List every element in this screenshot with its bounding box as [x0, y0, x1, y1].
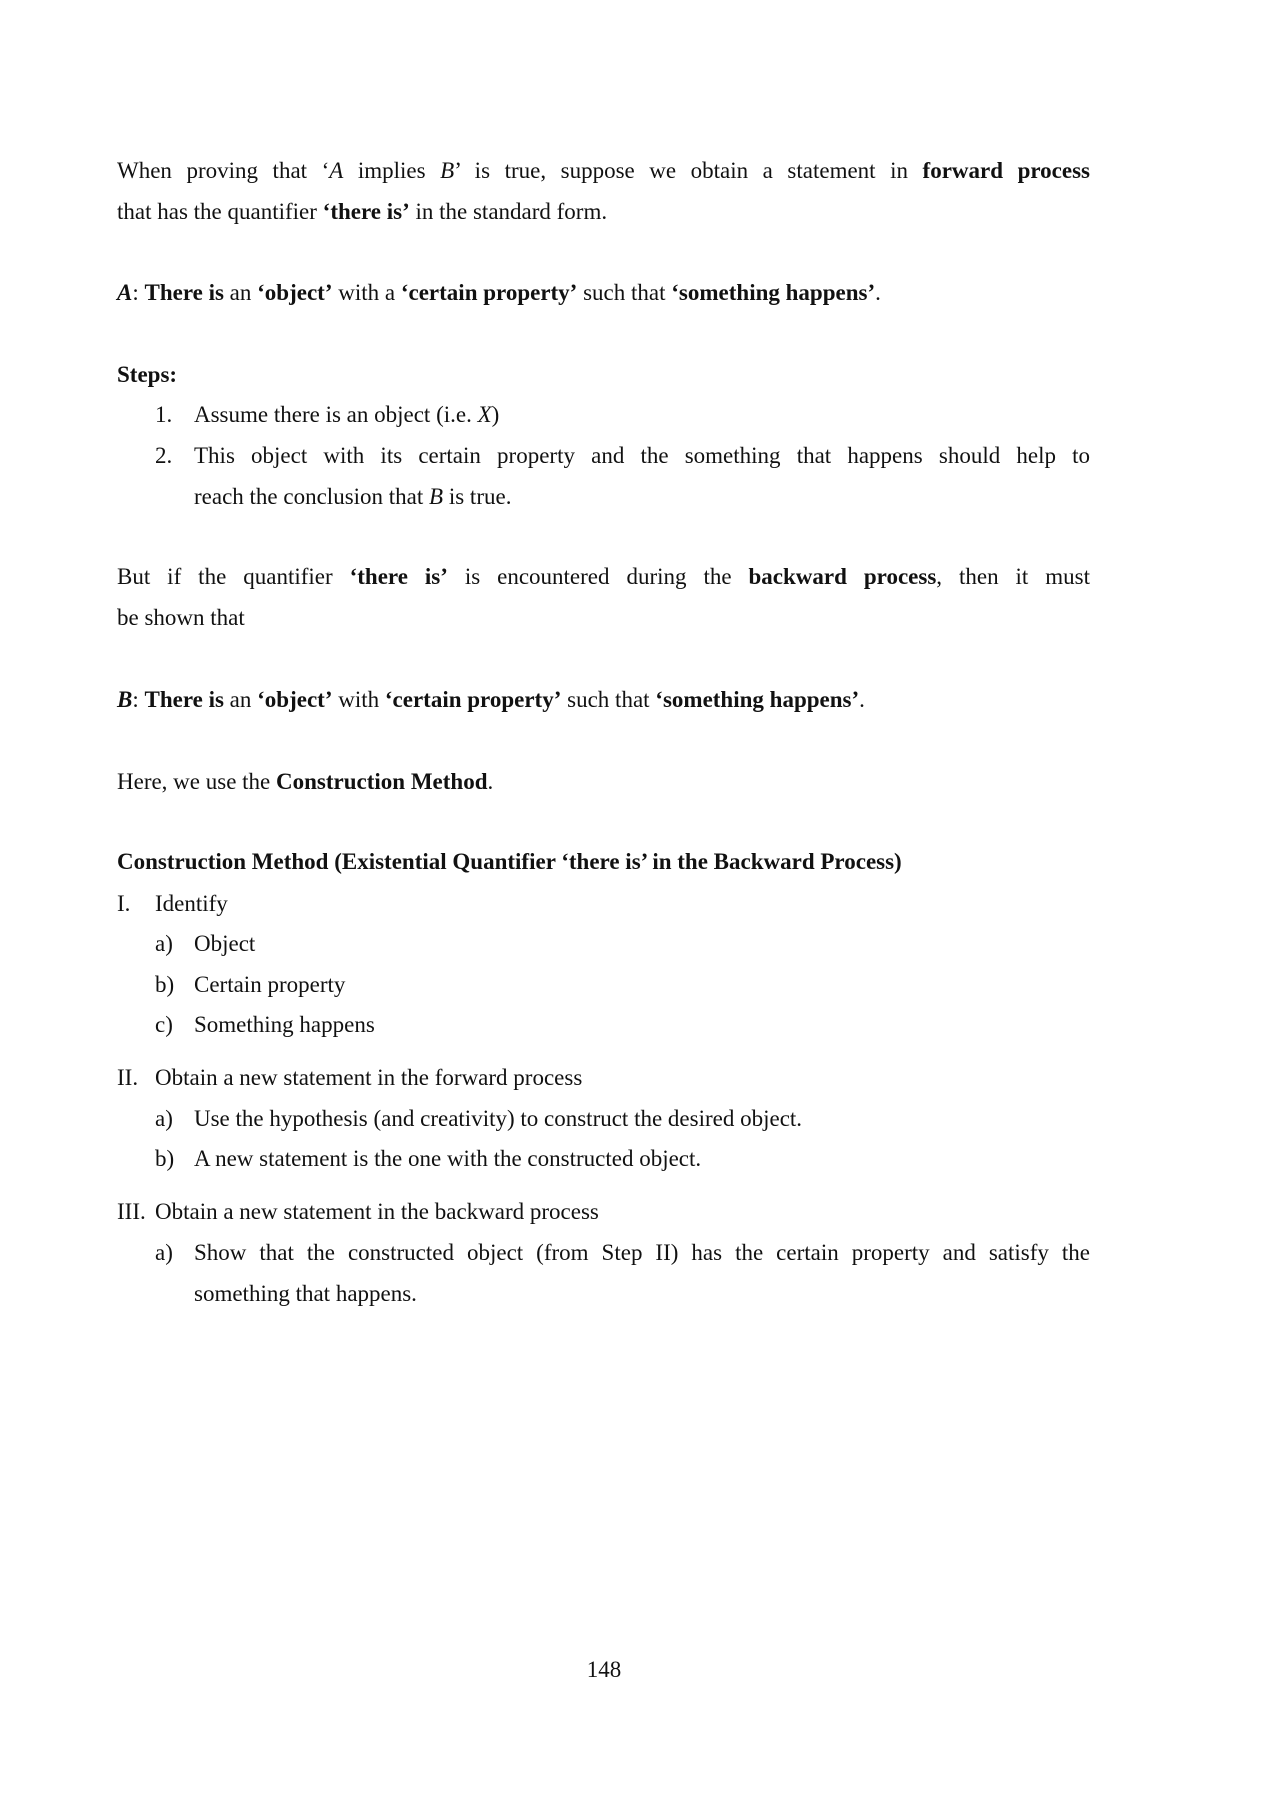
- text: , then it must: [936, 564, 1090, 589]
- text: an: [223, 280, 258, 305]
- item-label: a): [155, 1106, 173, 1131]
- var-a: A: [329, 158, 344, 183]
- text: .: [487, 769, 494, 794]
- bold-term: ‘something happens’: [671, 280, 876, 305]
- text: Here, we use the: [117, 769, 277, 794]
- statement-b: [117, 680, 865, 720]
- step-2-text: This object with its certain property and the something that happens should help to: [194, 443, 1090, 468]
- text: When proving that ‘: [117, 158, 330, 183]
- section-title: Identify: [155, 891, 228, 916]
- item-label: b): [155, 1146, 175, 1171]
- section-title: Obtain a new statement in the forward process: [155, 1065, 583, 1090]
- text: is true.: [443, 484, 512, 509]
- backward-line-2: be shown that: [117, 605, 245, 630]
- text: with a: [332, 280, 401, 305]
- var-x: X: [477, 402, 492, 427]
- page-number: 148: [586, 1657, 622, 1682]
- bold-term: ‘object’: [257, 280, 333, 305]
- text: with: [332, 687, 385, 712]
- step-number: 1.: [155, 402, 173, 427]
- backward-line-1: [117, 557, 1090, 597]
- bold-term: ‘object’: [257, 687, 333, 712]
- section-number: III.: [117, 1199, 146, 1224]
- item-text: Something happens: [194, 1012, 375, 1037]
- item-label: c): [155, 1012, 173, 1037]
- bold-term: Construction Method: [276, 769, 488, 794]
- var-b: B: [429, 484, 444, 509]
- item-text: Show that the constructed object (from Step II) has the certain property and satisfy the: [194, 1240, 1090, 1265]
- bold-term: ‘there is’: [322, 199, 410, 224]
- bold-term: ‘certain property’: [400, 280, 578, 305]
- intro-line-2: [117, 192, 607, 232]
- bold-term: forward process: [922, 158, 1090, 183]
- here-line: [117, 762, 493, 802]
- text: such that: [577, 280, 672, 305]
- text: such that: [561, 687, 656, 712]
- item-text: A new statement is the one with the constructed object.: [194, 1146, 702, 1171]
- statement-a: [117, 273, 881, 313]
- section-title: Obtain a new statement in the backward process: [155, 1199, 599, 1224]
- bold-term: ‘there is’: [349, 564, 448, 589]
- text: .: [859, 687, 865, 712]
- text: :: [132, 280, 145, 305]
- text: reach the conclusion that: [194, 484, 430, 509]
- section-number: II.: [117, 1065, 139, 1090]
- text: an: [223, 687, 258, 712]
- step-1-text: [194, 395, 499, 435]
- text: :: [132, 687, 145, 712]
- bold-term: There is: [144, 280, 224, 305]
- bold-term: backward process: [748, 564, 937, 589]
- bold-term: ‘certain property’: [384, 687, 562, 712]
- steps-heading: Steps:: [117, 362, 178, 387]
- text: that has the quantifier: [117, 199, 323, 224]
- var-b: B: [117, 687, 133, 712]
- text: in the standard form.: [409, 199, 608, 224]
- text: implies: [343, 158, 441, 183]
- item-text: Use the hypothesis (and creativity) to construct the desired object.: [194, 1106, 803, 1131]
- bold-term: ‘something happens’: [655, 687, 860, 712]
- item-text: Object: [194, 931, 256, 956]
- text: ): [491, 402, 500, 427]
- item-label: a): [155, 931, 173, 956]
- item-text: Certain property: [194, 972, 346, 997]
- var-a: A: [117, 280, 133, 305]
- step-number: 2.: [155, 443, 173, 468]
- bold-term: There is: [144, 687, 224, 712]
- intro-line-1: [117, 151, 1090, 191]
- item-text-cont: something that happens.: [194, 1281, 417, 1306]
- construction-heading: Construction Method (Existential Quantifier ‘there is’ in the Backward Process): [117, 849, 902, 874]
- step-2-text-cont: [194, 477, 511, 517]
- text: is encountered during the: [447, 564, 749, 589]
- item-label: b): [155, 972, 175, 997]
- text: But if the quantifier: [117, 564, 350, 589]
- text: ’ is true, suppose we obtain a statement in: [454, 158, 923, 183]
- var-b: B: [440, 158, 455, 183]
- text: Assume there is an object (i.e.: [194, 402, 478, 427]
- section-number: I.: [117, 891, 131, 916]
- text: .: [875, 280, 881, 305]
- item-label: a): [155, 1240, 173, 1265]
